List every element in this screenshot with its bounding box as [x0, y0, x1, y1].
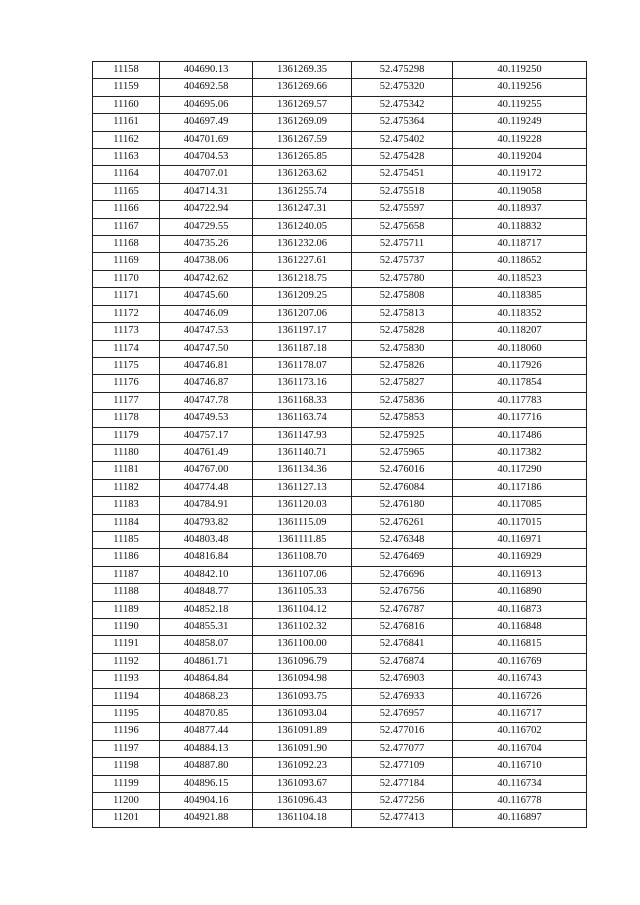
coordinates-table	[92, 61, 587, 828]
coord-y-cell: 1361265.85	[253, 149, 352, 166]
table-row	[93, 479, 587, 496]
latitude-cell: 52.477256	[352, 793, 453, 810]
coord-x-cell: 404921.88	[160, 810, 253, 827]
longitude-cell: 40.117926	[453, 357, 587, 374]
longitude-cell: 40.116743	[453, 671, 587, 688]
point-number-cell: 11190	[93, 619, 160, 636]
longitude-cell: 40.119256	[453, 79, 587, 96]
table-row	[93, 706, 587, 723]
latitude-cell: 52.475711	[352, 236, 453, 253]
point-number-cell: 11158	[93, 62, 160, 79]
latitude-cell: 52.477077	[352, 740, 453, 757]
coord-x-cell: 404697.49	[160, 114, 253, 131]
point-number-cell: 11200	[93, 793, 160, 810]
coord-x-cell: 404729.55	[160, 218, 253, 235]
coord-y-cell: 1361163.74	[253, 410, 352, 427]
coord-y-cell: 1361100.00	[253, 636, 352, 653]
point-number-cell: 11165	[93, 183, 160, 200]
table-row	[93, 270, 587, 287]
coord-y-cell: 1361255.74	[253, 183, 352, 200]
point-number-cell: 11187	[93, 566, 160, 583]
coord-x-cell: 404842.10	[160, 566, 253, 583]
latitude-cell: 52.477109	[352, 758, 453, 775]
latitude-cell: 52.477184	[352, 775, 453, 792]
table-row	[93, 340, 587, 357]
point-number-cell: 11184	[93, 514, 160, 531]
coord-y-cell: 1361115.09	[253, 514, 352, 531]
latitude-cell: 52.475402	[352, 131, 453, 148]
table-row	[93, 183, 587, 200]
longitude-cell: 40.116913	[453, 566, 587, 583]
coord-x-cell: 404757.17	[160, 427, 253, 444]
coord-x-cell: 404690.13	[160, 62, 253, 79]
coord-x-cell: 404848.77	[160, 584, 253, 601]
point-number-cell: 11198	[93, 758, 160, 775]
latitude-cell: 52.476016	[352, 462, 453, 479]
coord-x-cell: 404738.06	[160, 253, 253, 270]
table-row	[93, 740, 587, 757]
longitude-cell: 40.117290	[453, 462, 587, 479]
coord-x-cell: 404701.69	[160, 131, 253, 148]
longitude-cell: 40.117486	[453, 427, 587, 444]
coord-y-cell: 1361218.75	[253, 270, 352, 287]
coord-y-cell: 1361107.06	[253, 566, 352, 583]
coord-y-cell: 1361120.03	[253, 497, 352, 514]
point-number-cell: 11174	[93, 340, 160, 357]
point-number-cell: 11163	[93, 149, 160, 166]
latitude-cell: 52.476957	[352, 706, 453, 723]
table-row	[93, 62, 587, 79]
coord-x-cell: 404852.18	[160, 601, 253, 618]
coord-y-cell: 1361267.59	[253, 131, 352, 148]
longitude-cell: 40.118352	[453, 305, 587, 322]
coord-y-cell: 1361232.06	[253, 236, 352, 253]
coord-x-cell: 404767.00	[160, 462, 253, 479]
table-row	[93, 149, 587, 166]
latitude-cell: 52.476816	[352, 619, 453, 636]
coord-y-cell: 1361096.43	[253, 793, 352, 810]
table-row	[93, 514, 587, 531]
latitude-cell: 52.476261	[352, 514, 453, 531]
table-row	[93, 131, 587, 148]
point-number-cell: 11166	[93, 201, 160, 218]
point-number-cell: 11178	[93, 410, 160, 427]
latitude-cell: 52.475451	[352, 166, 453, 183]
longitude-cell: 40.116710	[453, 758, 587, 775]
coord-x-cell: 404896.15	[160, 775, 253, 792]
coord-x-cell: 404803.48	[160, 531, 253, 548]
longitude-cell: 40.116897	[453, 810, 587, 827]
point-number-cell: 11181	[93, 462, 160, 479]
longitude-cell: 40.116778	[453, 793, 587, 810]
longitude-cell: 40.116734	[453, 775, 587, 792]
coord-y-cell: 1361093.04	[253, 706, 352, 723]
longitude-cell: 40.117382	[453, 444, 587, 461]
latitude-cell: 52.475428	[352, 149, 453, 166]
coord-x-cell: 404816.84	[160, 549, 253, 566]
coord-y-cell: 1361207.06	[253, 305, 352, 322]
coord-y-cell: 1361140.71	[253, 444, 352, 461]
longitude-cell: 40.119249	[453, 114, 587, 131]
table-row	[93, 601, 587, 618]
coord-y-cell: 1361105.33	[253, 584, 352, 601]
table-row	[93, 410, 587, 427]
point-number-cell: 11164	[93, 166, 160, 183]
point-number-cell: 11185	[93, 531, 160, 548]
latitude-cell: 52.475298	[352, 62, 453, 79]
longitude-cell: 40.117716	[453, 410, 587, 427]
longitude-cell: 40.116726	[453, 688, 587, 705]
longitude-cell: 40.118207	[453, 323, 587, 340]
longitude-cell: 40.116769	[453, 653, 587, 670]
point-number-cell: 11160	[93, 96, 160, 113]
coord-x-cell: 404695.06	[160, 96, 253, 113]
coord-y-cell: 1361269.57	[253, 96, 352, 113]
table-row	[93, 723, 587, 740]
longitude-cell: 40.118717	[453, 236, 587, 253]
point-number-cell: 11159	[93, 79, 160, 96]
table-row	[93, 549, 587, 566]
coord-y-cell: 1361269.66	[253, 79, 352, 96]
coord-y-cell: 1361134.36	[253, 462, 352, 479]
latitude-cell: 52.475342	[352, 96, 453, 113]
longitude-cell: 40.119172	[453, 166, 587, 183]
table-row	[93, 253, 587, 270]
latitude-cell: 52.475658	[352, 218, 453, 235]
point-number-cell: 11199	[93, 775, 160, 792]
coord-y-cell: 1361187.18	[253, 340, 352, 357]
point-number-cell: 11180	[93, 444, 160, 461]
point-number-cell: 11170	[93, 270, 160, 287]
longitude-cell: 40.116971	[453, 531, 587, 548]
table-row	[93, 531, 587, 548]
latitude-cell: 52.475518	[352, 183, 453, 200]
coord-y-cell: 1361091.90	[253, 740, 352, 757]
latitude-cell: 52.476756	[352, 584, 453, 601]
table-row	[93, 166, 587, 183]
coord-x-cell: 404747.78	[160, 392, 253, 409]
longitude-cell: 40.119255	[453, 96, 587, 113]
coordinates-table-body	[93, 62, 587, 828]
table-row	[93, 775, 587, 792]
longitude-cell: 40.116873	[453, 601, 587, 618]
coord-y-cell: 1361269.35	[253, 62, 352, 79]
point-number-cell: 11177	[93, 392, 160, 409]
latitude-cell: 52.475830	[352, 340, 453, 357]
point-number-cell: 11173	[93, 323, 160, 340]
coord-y-cell: 1361092.23	[253, 758, 352, 775]
coord-x-cell: 404704.53	[160, 149, 253, 166]
point-number-cell: 11171	[93, 288, 160, 305]
coord-y-cell: 1361263.62	[253, 166, 352, 183]
latitude-cell: 52.475828	[352, 323, 453, 340]
coord-y-cell: 1361209.25	[253, 288, 352, 305]
table-row	[93, 653, 587, 670]
coord-x-cell: 404692.58	[160, 79, 253, 96]
coord-x-cell: 404745.60	[160, 288, 253, 305]
longitude-cell: 40.117783	[453, 392, 587, 409]
coord-x-cell: 404784.91	[160, 497, 253, 514]
latitude-cell: 52.475836	[352, 392, 453, 409]
coord-x-cell: 404884.13	[160, 740, 253, 757]
point-number-cell: 11176	[93, 375, 160, 392]
coord-y-cell: 1361247.31	[253, 201, 352, 218]
longitude-cell: 40.118523	[453, 270, 587, 287]
longitude-cell: 40.119228	[453, 131, 587, 148]
coord-x-cell: 404774.48	[160, 479, 253, 496]
longitude-cell: 40.117186	[453, 479, 587, 496]
point-number-cell: 11194	[93, 688, 160, 705]
coord-y-cell: 1361093.67	[253, 775, 352, 792]
coord-y-cell: 1361127.13	[253, 479, 352, 496]
coord-y-cell: 1361096.79	[253, 653, 352, 670]
point-number-cell: 11162	[93, 131, 160, 148]
table-row	[93, 323, 587, 340]
latitude-cell: 52.475597	[352, 201, 453, 218]
point-number-cell: 11193	[93, 671, 160, 688]
longitude-cell: 40.118652	[453, 253, 587, 270]
table-row	[93, 497, 587, 514]
point-number-cell: 11161	[93, 114, 160, 131]
coord-y-cell: 1361227.61	[253, 253, 352, 270]
point-number-cell: 11189	[93, 601, 160, 618]
longitude-cell: 40.119204	[453, 149, 587, 166]
coord-x-cell: 404742.62	[160, 270, 253, 287]
latitude-cell: 52.476933	[352, 688, 453, 705]
latitude-cell: 52.476874	[352, 653, 453, 670]
longitude-cell: 40.117085	[453, 497, 587, 514]
longitude-cell: 40.119250	[453, 62, 587, 79]
point-number-cell: 11183	[93, 497, 160, 514]
coord-x-cell: 404714.31	[160, 183, 253, 200]
table-row	[93, 758, 587, 775]
coord-x-cell: 404855.31	[160, 619, 253, 636]
latitude-cell: 52.475853	[352, 410, 453, 427]
point-number-cell: 11195	[93, 706, 160, 723]
point-number-cell: 11201	[93, 810, 160, 827]
latitude-cell: 52.475808	[352, 288, 453, 305]
coord-y-cell: 1361197.17	[253, 323, 352, 340]
longitude-cell: 40.116717	[453, 706, 587, 723]
coord-y-cell: 1361108.70	[253, 549, 352, 566]
longitude-cell: 40.118832	[453, 218, 587, 235]
point-number-cell: 11169	[93, 253, 160, 270]
coord-x-cell: 404747.53	[160, 323, 253, 340]
longitude-cell: 40.119058	[453, 183, 587, 200]
coord-y-cell: 1361111.85	[253, 531, 352, 548]
point-number-cell: 11196	[93, 723, 160, 740]
latitude-cell: 52.476696	[352, 566, 453, 583]
longitude-cell: 40.117854	[453, 375, 587, 392]
coord-y-cell: 1361091.89	[253, 723, 352, 740]
table-row	[93, 636, 587, 653]
longitude-cell: 40.117015	[453, 514, 587, 531]
table-row	[93, 619, 587, 636]
coord-y-cell: 1361173.16	[253, 375, 352, 392]
table-row	[93, 427, 587, 444]
table-row	[93, 218, 587, 235]
coord-y-cell: 1361094.98	[253, 671, 352, 688]
point-number-cell: 11168	[93, 236, 160, 253]
table-row	[93, 96, 587, 113]
latitude-cell: 52.475826	[352, 357, 453, 374]
coord-x-cell: 404904.16	[160, 793, 253, 810]
coord-y-cell: 1361093.75	[253, 688, 352, 705]
latitude-cell: 52.475925	[352, 427, 453, 444]
coord-x-cell: 404747.50	[160, 340, 253, 357]
latitude-cell: 52.477413	[352, 810, 453, 827]
latitude-cell: 52.476084	[352, 479, 453, 496]
coord-x-cell: 404868.23	[160, 688, 253, 705]
coord-x-cell: 404707.01	[160, 166, 253, 183]
latitude-cell: 52.475813	[352, 305, 453, 322]
coord-y-cell: 1361269.09	[253, 114, 352, 131]
coord-x-cell: 404861.71	[160, 653, 253, 670]
longitude-cell: 40.116815	[453, 636, 587, 653]
table-row	[93, 671, 587, 688]
table-row	[93, 236, 587, 253]
table-row	[93, 79, 587, 96]
coord-x-cell: 404870.85	[160, 706, 253, 723]
coord-x-cell: 404864.84	[160, 671, 253, 688]
longitude-cell: 40.116929	[453, 549, 587, 566]
point-number-cell: 11167	[93, 218, 160, 235]
point-number-cell: 11197	[93, 740, 160, 757]
latitude-cell: 52.476903	[352, 671, 453, 688]
coord-y-cell: 1361104.18	[253, 810, 352, 827]
coord-y-cell: 1361147.93	[253, 427, 352, 444]
point-number-cell: 11186	[93, 549, 160, 566]
coord-x-cell: 404746.81	[160, 357, 253, 374]
latitude-cell: 52.476787	[352, 601, 453, 618]
coord-x-cell: 404761.49	[160, 444, 253, 461]
coord-y-cell: 1361240.05	[253, 218, 352, 235]
latitude-cell: 52.476841	[352, 636, 453, 653]
longitude-cell: 40.116848	[453, 619, 587, 636]
coord-x-cell: 404877.44	[160, 723, 253, 740]
table-row	[93, 566, 587, 583]
longitude-cell: 40.118937	[453, 201, 587, 218]
table-row	[93, 688, 587, 705]
latitude-cell: 52.476180	[352, 497, 453, 514]
coord-y-cell: 1361104.12	[253, 601, 352, 618]
coord-x-cell: 404793.82	[160, 514, 253, 531]
table-row	[93, 444, 587, 461]
point-number-cell: 11192	[93, 653, 160, 670]
coord-x-cell: 404746.09	[160, 305, 253, 322]
point-number-cell: 11188	[93, 584, 160, 601]
table-row	[93, 584, 587, 601]
coord-x-cell: 404746.87	[160, 375, 253, 392]
point-number-cell: 11179	[93, 427, 160, 444]
table-row	[93, 201, 587, 218]
table-row	[93, 793, 587, 810]
coord-x-cell: 404858.07	[160, 636, 253, 653]
point-number-cell: 11191	[93, 636, 160, 653]
table-row	[93, 114, 587, 131]
latitude-cell: 52.475780	[352, 270, 453, 287]
table-row	[93, 305, 587, 322]
latitude-cell: 52.475965	[352, 444, 453, 461]
coord-y-cell: 1361102.32	[253, 619, 352, 636]
table-row	[93, 462, 587, 479]
latitude-cell: 52.475827	[352, 375, 453, 392]
point-number-cell: 11182	[93, 479, 160, 496]
coord-x-cell: 404722.94	[160, 201, 253, 218]
longitude-cell: 40.118385	[453, 288, 587, 305]
latitude-cell: 52.475737	[352, 253, 453, 270]
table-row	[93, 288, 587, 305]
table-row	[93, 810, 587, 827]
table-row	[93, 357, 587, 374]
coord-y-cell: 1361178.07	[253, 357, 352, 374]
coord-x-cell: 404887.80	[160, 758, 253, 775]
longitude-cell: 40.116890	[453, 584, 587, 601]
coord-x-cell: 404735.26	[160, 236, 253, 253]
point-number-cell: 11175	[93, 357, 160, 374]
table-row	[93, 375, 587, 392]
latitude-cell: 52.475320	[352, 79, 453, 96]
coord-y-cell: 1361168.33	[253, 392, 352, 409]
longitude-cell: 40.118060	[453, 340, 587, 357]
latitude-cell: 52.476469	[352, 549, 453, 566]
latitude-cell: 52.476348	[352, 531, 453, 548]
latitude-cell: 52.477016	[352, 723, 453, 740]
longitude-cell: 40.116702	[453, 723, 587, 740]
latitude-cell: 52.475364	[352, 114, 453, 131]
table-row	[93, 392, 587, 409]
coord-x-cell: 404749.53	[160, 410, 253, 427]
point-number-cell: 11172	[93, 305, 160, 322]
longitude-cell: 40.116704	[453, 740, 587, 757]
